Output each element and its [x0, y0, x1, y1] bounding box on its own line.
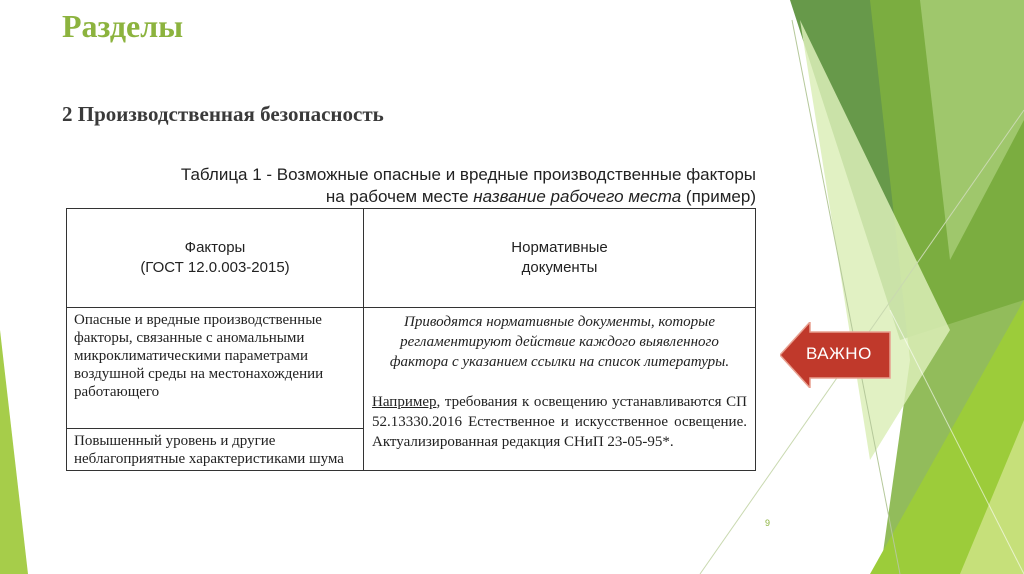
caption-line-2-prefix: на рабочем месте: [325, 187, 474, 206]
caption-line-2: [66, 186, 756, 208]
section-heading: 2 Производственная безопасность: [62, 102, 384, 126]
factor-cell: Повышенный уровень и другие неблагоприятные характеристиками шума: [67, 429, 364, 471]
docs-note: Приводятся нормативные документы, которые регламентируют действие каждого выявленного фактора с указанием ссылки на список литературы.: [389, 314, 730, 370]
docs-example: [372, 392, 747, 452]
important-badge-label: ВАЖНО: [806, 344, 872, 363]
docs-cell: [364, 308, 756, 471]
header-factors: [67, 209, 364, 308]
header-docs-text: Нормативные документы: [511, 239, 608, 276]
table-header-row: [67, 209, 756, 308]
left-edge-stripe: [0, 330, 28, 574]
caption-line-2-suffix: (пример): [681, 187, 756, 206]
table-row: [67, 308, 756, 429]
important-badge: [780, 322, 892, 388]
docs-example-text: , требования к освещению устанавливаются СП 52.13330.2016 Естественное и искусственное освещение. Актуализированная редакция СНиП 23-05-95*.: [372, 394, 747, 450]
docs-example-label: Например: [372, 394, 437, 410]
page-number: 9: [765, 518, 771, 528]
caption-line-1: Таблица 1 - Возможные опасные и вредные производственные факторы: [180, 165, 756, 184]
table-caption: [66, 164, 756, 208]
header-factors-text: Факторы (ГОСТ 12.0.003-2015): [140, 239, 290, 276]
factor-cell: Опасные и вредные производственные факторы, связанные с аномальными микроклиматическими параметрами воздушной среды на местонахождении работающего: [67, 308, 364, 429]
factors-table: [66, 208, 756, 471]
caption-workplace-placeholder: название рабочего места: [473, 187, 682, 206]
header-docs: [364, 209, 756, 308]
slide-title: Разделы: [62, 8, 184, 44]
